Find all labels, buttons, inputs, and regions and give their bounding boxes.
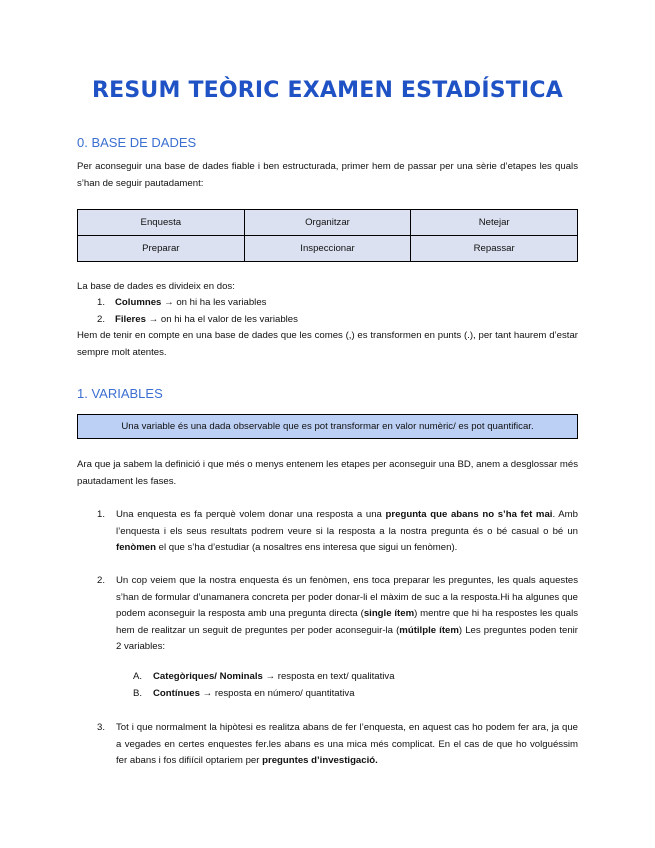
list-item-text: [116, 573, 578, 656]
bold-text: single ítem: [363, 608, 415, 619]
table-cell: Inspeccionar: [244, 236, 411, 262]
sub-list-item-letter: B.: [133, 688, 143, 699]
text-run: ) mentre que hi ha respostes les quals hem de realitzar un seguit de preguntes per poder aconseguir-la (: [116, 608, 578, 636]
list-item-number: 2.: [97, 314, 106, 325]
text-run: Una enquesta es fa perquè volem donar una resposta a una: [116, 509, 386, 520]
table-row: [78, 236, 578, 262]
sub-list-item-text: [153, 671, 395, 682]
section0-note-paragraph: Hem de tenir en compte en una base de dades que les comes (,) es transformen en punts (.), per tant haurem d’estar sempre molt atentes.: [77, 330, 578, 358]
list-item-text: [116, 720, 578, 770]
divides-text: La base de dades es divideix en dos:: [77, 281, 235, 292]
document-title: RESUM TEÒRIC EXAMEN ESTADÍSTICA: [92, 78, 563, 103]
list-item: [115, 295, 266, 312]
text-run: Un cop veiem que la nostra enquesta és un fenòmen, ens toca preparar les preguntes, les quals aquestes s’han de formular d’unamanera concreta per poder donar-li el màxim de suc a la resposta.Hi ha algunes que podem aconseguir la resposta amb una pregunta directa (: [116, 575, 578, 619]
list-item-number: 2.: [97, 575, 106, 586]
text-run: ) Les preguntes poden tenir 2 variables:: [116, 624, 578, 652]
section-heading-base-de-dades: 0. BASE DE DADES: [77, 135, 197, 150]
list-item-term: Columnes: [115, 297, 162, 308]
section1-intro-paragraph: Ara que ja sabem la definició i que més o menys entenem les etapes per aconseguir una BD, anem a desglossar més pautadament les fases.: [77, 459, 578, 487]
bold-text: preguntes d’investigació.: [262, 755, 378, 766]
table-cell: Organitzar: [244, 210, 411, 236]
list-item-desc: → on hi ha les variables: [164, 297, 267, 308]
text-run: → resposta en número/ quantitativa: [199, 688, 355, 699]
text-run: el que s’ha d’estudiar (a nosaltres ens interesa que sigui un fenòmen).: [155, 542, 458, 553]
table-cell: Netejar: [411, 210, 578, 236]
list-item-number: 1.: [97, 509, 106, 520]
table-row: [78, 210, 578, 236]
list-item-text: [116, 507, 578, 557]
bold-text: pregunta que abans no s’ha fet mai: [385, 509, 553, 520]
list-item-desc: → on hi ha el valor de les variables: [148, 314, 298, 325]
list-item-number: 3.: [97, 722, 106, 733]
text-run: → resposta en text/ qualitativa: [262, 671, 395, 682]
text-run: Tot i que normalment la hipòtesi es realitza abans de fer l’enquesta, en aquest cas ho podem fer ara, ja que a vegades en certes enquestes fer.les abans es una mica més complicat. En el cas de que ho volguéssim fer abans i fos difiícil optariem per: [116, 722, 578, 766]
list-item-term: Fileres: [115, 314, 146, 325]
section0-intro-paragraph: Per aconseguir una base de dades fiable i ben estructurada, primer hem de passar per una sèrie d’etapes les quals s’han de seguir pautadament:: [77, 161, 578, 189]
section-heading-variables: 1. VARIABLES: [77, 386, 163, 401]
table-cell: Enquesta: [78, 210, 245, 236]
bold-text: Categòriques/ Nominals: [153, 671, 263, 682]
sub-list-item-text: [153, 688, 355, 699]
sub-list-item-letter: A.: [133, 671, 143, 682]
table-cell: Preparar: [78, 236, 245, 262]
stages-table: [77, 209, 578, 262]
bold-text: mútilple ítem: [399, 624, 459, 636]
list-item: [115, 312, 298, 329]
bold-text: Contínues: [153, 688, 200, 699]
bold-text: fenòmen: [116, 542, 156, 553]
definition-box: Una variable és una dada observable que es pot transformar en valor numèric/ es pot quantificar.: [77, 414, 578, 439]
table-cell: Repassar: [411, 236, 578, 262]
list-item-number: 1.: [97, 297, 106, 308]
text-run: . Amb l’enquesta i els seus resultats podrem veure si la resposta a la nostra pregunta és o bé casual o bé un: [116, 509, 578, 537]
